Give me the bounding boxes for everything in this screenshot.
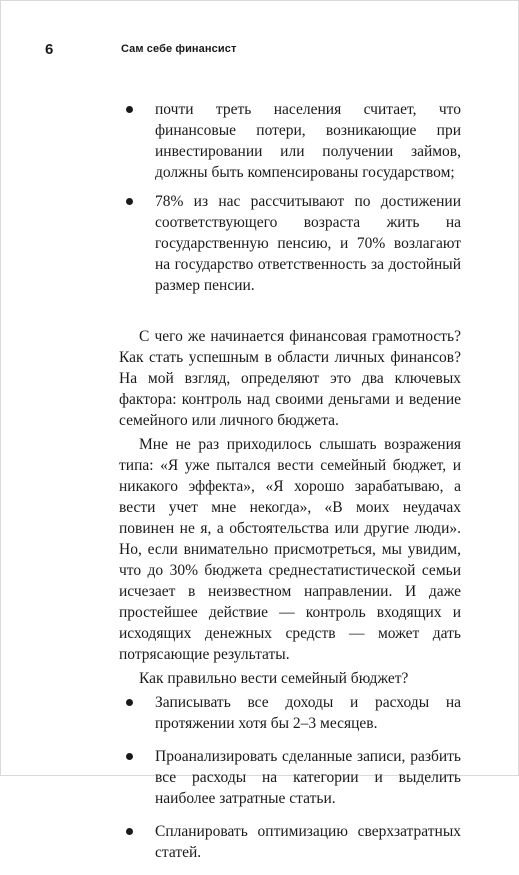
bullet-icon [126,828,133,835]
paragraph: Мне не раз приходилось слышать возражения типа: «Я уже пытался вести семейный бюджет, и никакого эффекта», «Я хорошо зарабатываю, а вести учет мне некогда», «В моих неудачах повинен не я, а обстоятельства или другие люди». Но, если внимательно присмотреться, мы увидим, что до 30% бюджета среднестатистической семьи исчезает в неизвестном направлении. И даже простейшее действие — контроль входящих и исходящих денежных средств — может дать потрясающие результаты. [119,436,461,663]
paragraph: С чего же начинается финансовая грамотность? Как стать успешным в области личных финансов? На мой взгляд, определяют это два ключевых фактора: контроль над своими деньгами и ведение семейного или личного бюджета. [119,328,461,429]
bullet-icon [126,753,133,760]
list-item [119,99,461,183]
list-item-text: Записывать все доходы и расходы на протяжении хотя бы 2–3 месяцев. [155,694,461,732]
list-item [119,692,461,734]
list-item-text: почти треть населения считает, что финансовые потери, возникающие при инвестировании или получении займов, должны быть компенсированы государством; [155,101,461,181]
list-item-text: 78% из нас рассчитывают по достижении соответствующего возраста жить на государственную пенсию, и 70% возлагают на государство ответственность за достойный размер пенсии. [155,193,461,294]
budget-steps-list [119,692,461,863]
page-number: 6 [45,41,54,58]
list-item-text: Спланировать оптимизацию сверхзатратных статей. [155,823,461,861]
bullet-icon [126,198,133,205]
question-paragraph: Как правильно вести семейный бюджет? [139,670,409,687]
list-item-text: Проанализировать сделанные записи, разбить все расходы на категории и выделить наиболее затратные статьи. [155,748,461,807]
page-body [119,99,461,875]
list-item [119,821,461,863]
list-item [119,746,461,809]
list-item [119,191,461,296]
bullet-icon [126,106,133,113]
bullet-icon [126,699,133,706]
running-title: Сам себе финансист [121,43,237,55]
statistics-list [119,99,461,296]
